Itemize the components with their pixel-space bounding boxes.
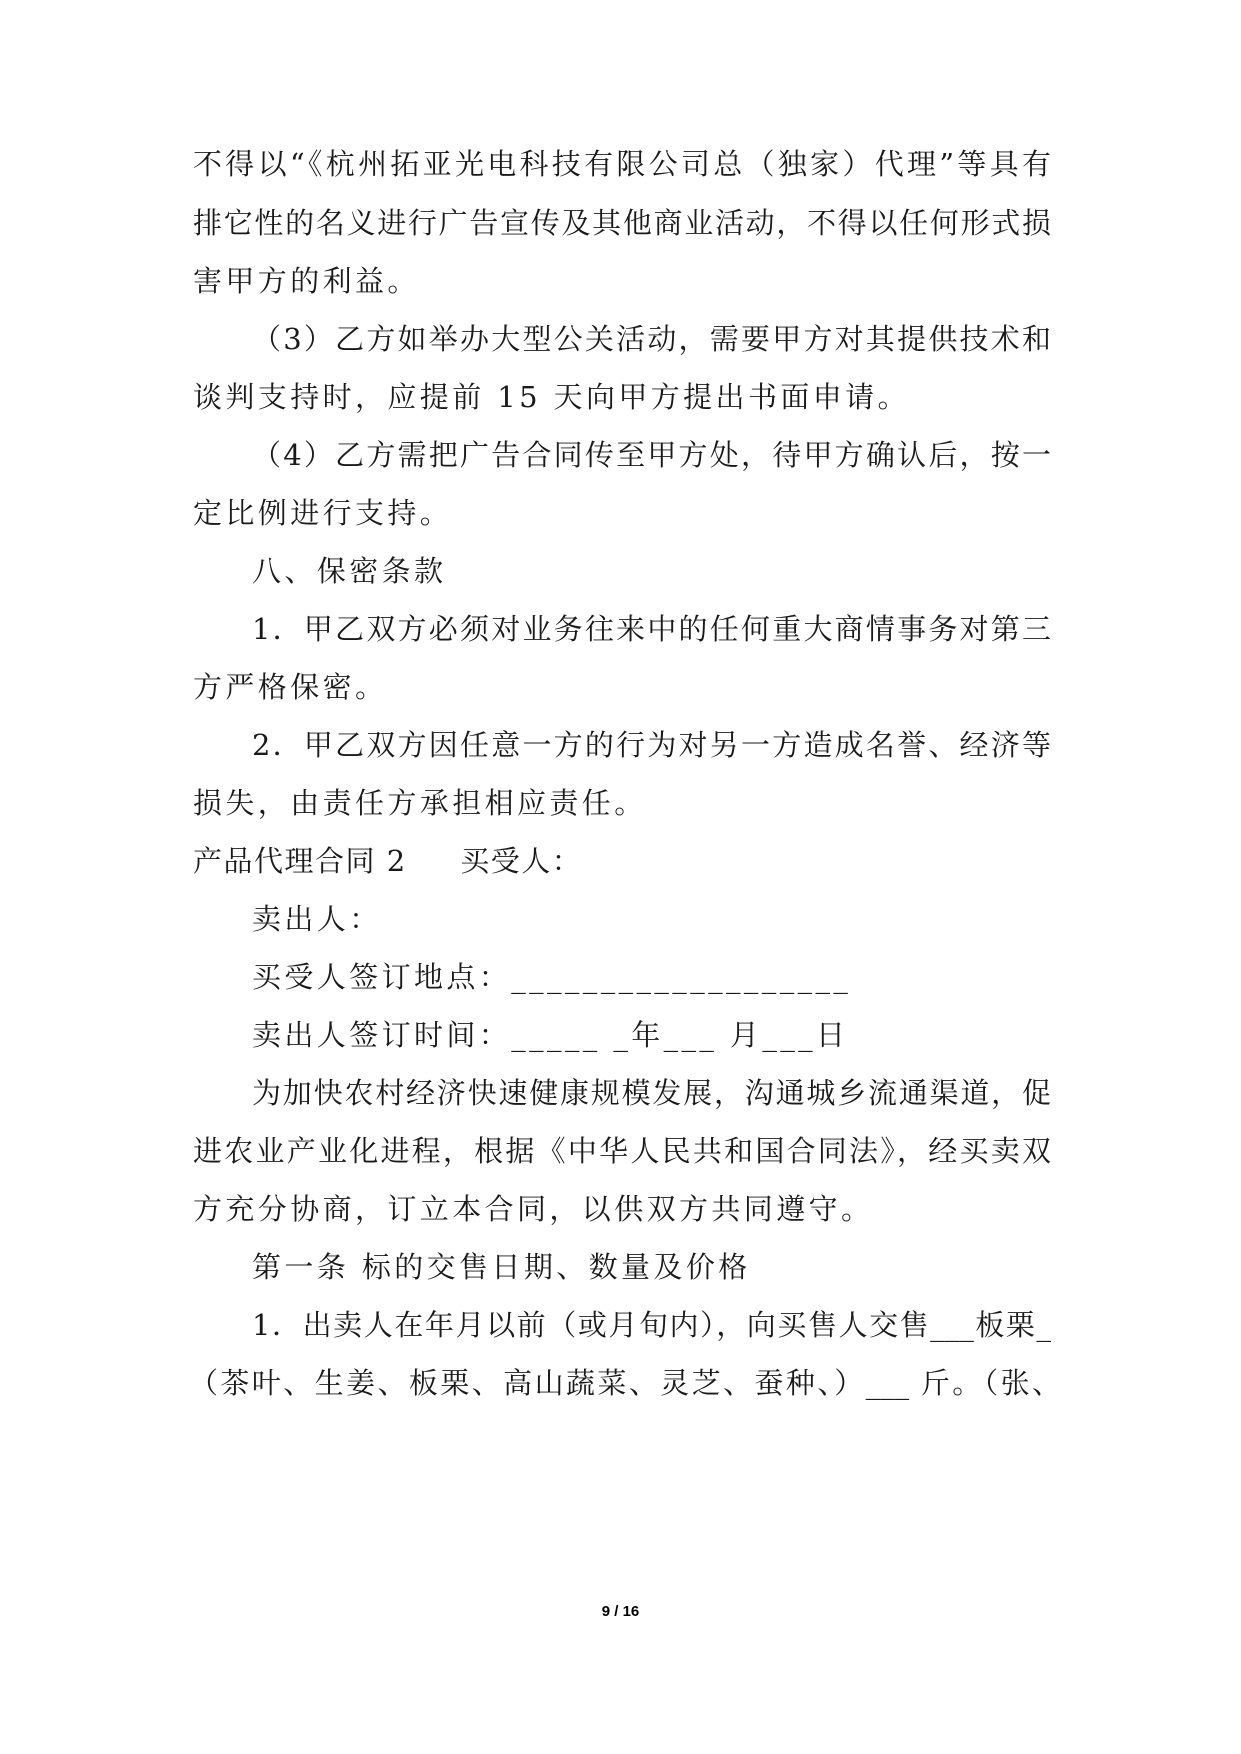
text-line: 为加快农村经济快速健康规模发展，沟通城乡流通渠道，促 (252, 1076, 1051, 1110)
text-line: 2．甲乙双方因任意一方的行为对另一方造成名誉、经济等 (252, 728, 1051, 762)
text-line: 方充分协商，订立本合同，以供双方共同遵守。 (193, 1192, 874, 1226)
page-number: 9 / 16 (601, 1603, 640, 1620)
text-line: （3）乙方如举办大型公关活动，需要甲方对其提供技术和 (252, 322, 1051, 356)
text-line: 不得以“《杭州拓亚光电科技有限公司总（独家）代理”等具有 (193, 147, 1051, 181)
text-line: 定比例进行支持。 (193, 496, 453, 530)
contract-title-line: 产品代理合同 2 买受人： (193, 844, 583, 878)
text-line: 卖出人签订时间：_____ _年___ 月___日 (252, 1018, 849, 1052)
text-line: 方严格保密。 (193, 670, 388, 704)
text-line: 1．出卖人在年月以前（或月旬内），向买售人交售___板栗_ (252, 1308, 1051, 1342)
text-line: 谈判支持时，应提前 15 天向甲方提出书面申请。 (193, 380, 910, 414)
section-heading: 八、保密条款 (252, 554, 447, 588)
section-heading: 第一条 标的交售日期、数量及价格 (252, 1250, 751, 1284)
text-line: 排它性的名义进行广告宣传及其他商业活动，不得以任何形式损 (193, 206, 1051, 240)
text-line: 卖出人： (252, 902, 382, 936)
text-line: 进农业产业化进程，根据《中华人民共和国合同法》，经买卖双 (193, 1134, 1051, 1168)
text-line: （茶叶、生姜、板栗、高山蔬菜、灵芝、蚕种、）___ 斤。（张、 (189, 1366, 1061, 1400)
text-line: 损失，由责任方承担相应责任。 (193, 786, 647, 820)
text-line: 买受人签订地点：___________________ (252, 960, 852, 994)
text-line: 害甲方的利益。 (193, 264, 420, 298)
text-line: 1．甲乙双方必须对业务往来中的任何重大商情事务对第三 (252, 612, 1051, 646)
text-line: （4）乙方需把广告合同传至甲方处，待甲方确认后，按一 (252, 438, 1051, 472)
